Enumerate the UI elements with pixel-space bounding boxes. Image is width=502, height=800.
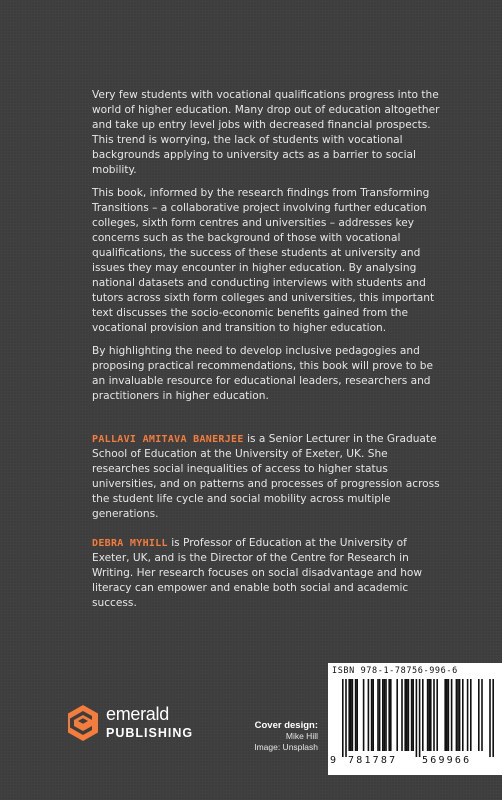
image-credit: Image: Unsplash [254, 742, 318, 752]
barcode-bar [436, 679, 438, 751]
barcode-bar [457, 679, 459, 751]
author-bio-text: is a Senior Lecturer in the Graduate School of Education at the University of Exeter, UK. She researches social inequalities of access to higher status universities, and on patterns and processes of progression across the student life cycle and social mobility across multiple generations. [92, 433, 440, 520]
emerald-logo-icon [66, 704, 100, 742]
barcode-bar [456, 679, 458, 751]
barcode-bar [430, 679, 432, 751]
blurb-paragraph-3: By highlighting the need to develop inclusive pedagogies and proposing practical recommendations, this book will prove to be an invaluable resource for educational leaders, researchers and practitioners in higher education. [92, 345, 433, 402]
blurb-paragraph-2: This book, informed by the research findings from Transforming Transitions – a collaborative project involving further education colleges, sixth form centres and universities – addresses key concerns such as the background of those with vocational qualifications, the success of these students at university and issues they may encounter in higher education. By analysing national datasets and conducting interviews with students and tutors across sixth form colleges and universities, this important text discusses the socio-economic benefits gained from the vocational provision and transition to higher education. [92, 187, 435, 334]
barcode-bar [433, 679, 435, 751]
barcode-bar [342, 679, 344, 757]
barcode-bar [382, 679, 384, 751]
barcode-bar [385, 679, 387, 751]
barcode-lead-digit: 9 [330, 755, 337, 766]
barcode-bar [462, 679, 464, 751]
barcode-bar [489, 679, 491, 757]
barcode-bar [481, 679, 483, 751]
barcode-bar [404, 679, 406, 751]
barcode-bar [388, 679, 390, 751]
author-bio-banerjee [92, 432, 442, 522]
publisher-subname: PUBLISHING [106, 726, 194, 740]
barcode-bar [384, 679, 386, 751]
barcode-bar [422, 679, 424, 751]
barcode-bar [368, 679, 370, 751]
publisher-name: emerald [106, 704, 169, 724]
barcode-bar [406, 679, 408, 751]
barcode-bar [448, 679, 450, 751]
barcode-bar [372, 679, 374, 751]
barcode-bar [470, 679, 472, 751]
barcode-bar [350, 679, 352, 751]
publisher-logo [66, 700, 206, 750]
barcode-right-digits: 569966 [422, 755, 472, 766]
barcode-bar [377, 679, 379, 751]
barcode-bar [446, 679, 448, 751]
barcode-bar [459, 679, 461, 751]
author-bios [92, 432, 442, 625]
author-name: PALLAVI AMITAVA BANERJEE [92, 434, 244, 445]
barcode-bars [330, 679, 500, 757]
isbn-label: ISBN 978-1-78756-996-6 [332, 666, 458, 676]
blurb-paragraph-1: Very few students with vocational qualifications progress into the world of higher education. Many drop out of education altogether and take up entry level jobs with decreased financial prospects. This trend is worrying, the lack of students with vocational backgrounds applying to university acts as a barrier to social mobility. [92, 89, 440, 176]
cover-credits [232, 720, 318, 753]
isbn-barcode [328, 663, 502, 775]
barcode-bar [444, 679, 446, 751]
barcode-bar [371, 679, 373, 751]
author-bio-text: is Professor of Education at the University of Exeter, UK, and is the Director of the Centre for Research in Writing. Her research focuses on social disadvantage and how literacy can empower and enable both social and academic success. [92, 537, 423, 609]
book-blurb [92, 88, 442, 412]
cover-designer: Mike Hill [285, 731, 318, 741]
barcode-bar [408, 679, 410, 751]
barcode-bar [411, 679, 413, 751]
barcode-bar [355, 679, 357, 751]
barcode-bar [348, 679, 350, 751]
barcode-bar [379, 679, 381, 751]
barcode-bar [478, 679, 480, 751]
barcode-left-digits: 781787 [348, 755, 398, 766]
barcode-bar [419, 679, 421, 757]
author-bio-myhill [92, 536, 442, 611]
barcode-bar [356, 679, 358, 751]
barcode-bar [416, 679, 418, 757]
author-name: DEBRA MYHILL [92, 538, 168, 549]
barcode-bar [427, 679, 429, 751]
barcode-bar [390, 679, 392, 751]
barcode-bar [401, 679, 403, 751]
barcode-bar [412, 679, 414, 751]
barcode-bar [345, 679, 347, 757]
barcode-bar [363, 679, 365, 751]
barcode-bar [428, 679, 430, 751]
barcode-bar [451, 679, 453, 751]
barcode-bar [396, 679, 398, 751]
barcode-bar [467, 679, 469, 751]
barcode-bar [492, 679, 494, 757]
cover-design-label: Cover design: [254, 720, 318, 731]
barcode-bar [352, 679, 354, 751]
